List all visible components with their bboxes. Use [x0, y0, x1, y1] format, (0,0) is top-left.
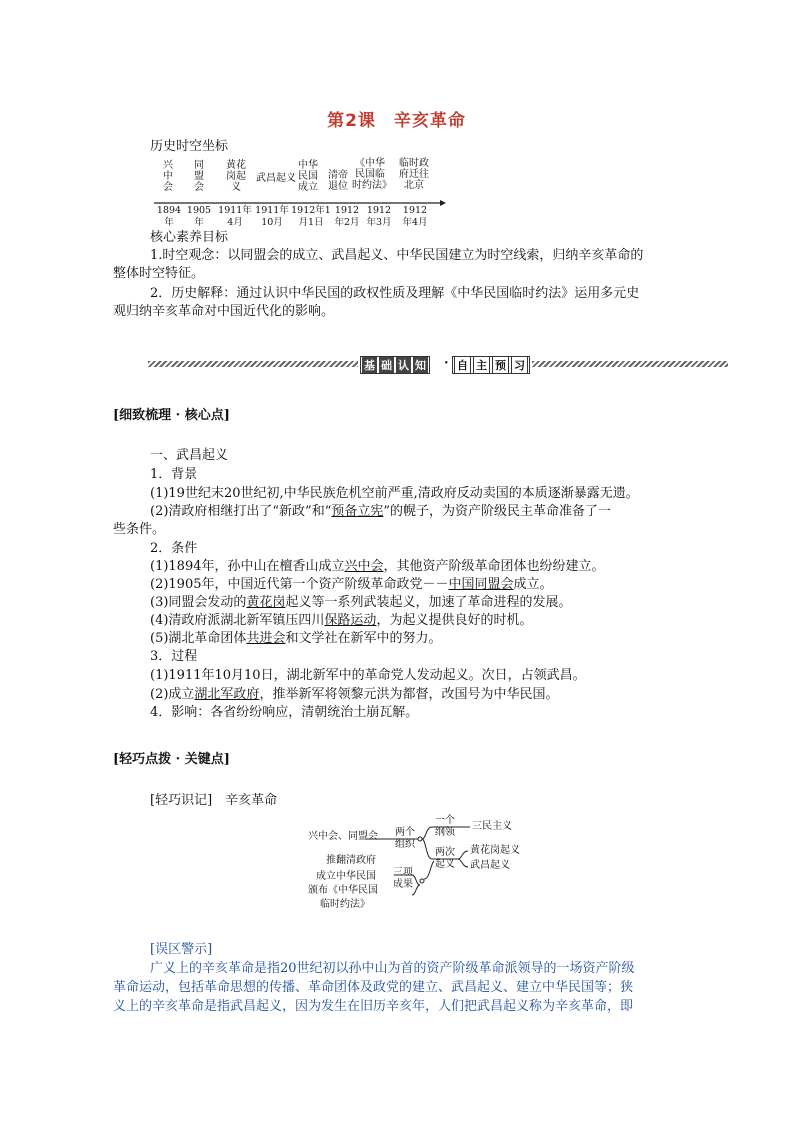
tl-year-3: 1911年10月 — [255, 205, 289, 228]
text: 成立。 — [513, 577, 553, 592]
tl-event-7: 临时政府迁往北京 — [399, 158, 429, 191]
tl-event-2: 黄花岗起义 — [226, 160, 246, 193]
tl-year-7: 1912年4月 — [402, 205, 428, 228]
text: (2)清政府相继打出了“新政”和“ — [150, 504, 332, 519]
diagram-promulgate-2: 临时约法》 — [320, 899, 370, 910]
diagram-three-results — [390, 867, 416, 891]
text: ，为起义提供良好的时机。 — [376, 613, 533, 628]
text: (1)1894年，孙中山在檀香山成立 — [150, 559, 345, 574]
text: 起义 — [435, 859, 455, 870]
text: (2)成立 — [150, 687, 195, 702]
condition-2 — [150, 576, 553, 594]
text: 一个 — [435, 815, 455, 826]
tl-year-4: 1912年1月1日 — [291, 205, 331, 228]
text: 组织 — [395, 839, 415, 850]
process-title: 3．过程 — [150, 649, 198, 664]
text: 纲领 — [435, 827, 455, 838]
core-goals-heading: 核心素养目标 — [150, 230, 229, 245]
diagram-two-orgs — [392, 827, 418, 851]
memo-label: [轻巧识记] 辛亥革命 — [150, 793, 278, 808]
banner-char: 主 — [473, 356, 490, 374]
condition-3 — [150, 594, 571, 612]
condition-1 — [150, 558, 605, 576]
core-goal-2-cont: 观归纳辛亥革命对中国近代化的影响。 — [113, 304, 335, 319]
text: (2)1905年，中国近代第一个资产阶级革命政党－－ — [150, 577, 449, 592]
tl-year-1: 1905年 — [186, 205, 212, 228]
section-heading-key: [轻巧点拨 · 关键点] — [113, 752, 230, 767]
banner-char: 认 — [398, 359, 409, 372]
memo-diagram — [308, 815, 548, 915]
page-title: 第2课 辛亥革命 — [327, 111, 466, 131]
diagram-one-program — [432, 815, 458, 839]
tl-event-6: 《中华民国临时约法》 — [352, 158, 392, 191]
text: (4)清政府派湖北新军镇压四川 — [150, 613, 325, 628]
warning-line-1: 广义上的辛亥革命是指20世纪初以孙中山为首的资产阶级革命派领导的一场资产阶级 — [150, 961, 635, 976]
diagram-sanmin: 三民主义 — [472, 821, 512, 832]
timeline — [150, 158, 450, 228]
banner-char: 预 — [492, 356, 509, 374]
tl-year-0: 1894年 — [156, 205, 182, 228]
underlined-term: 中国同盟会 — [448, 577, 514, 592]
underlined-term: 湖北军政府 — [194, 687, 260, 702]
warning-line-3: 义上的辛亥革命是指武昌起义，因为发生在旧历辛亥年，人们把武昌起义称为辛亥革命，即 — [113, 999, 634, 1014]
underlined-term: 保路运动 — [324, 613, 377, 628]
underlined-term: 兴中会 — [344, 559, 384, 574]
banner-preview — [452, 356, 530, 374]
text: ，推举新军将领黎元洪为都督，改国号为中华民国。 — [259, 687, 559, 702]
underlined-term: 黄花岗 — [246, 595, 286, 610]
diagram-left-top: 兴中会、同盟会 — [308, 831, 378, 842]
text: (3)同盟会发动的 — [150, 595, 247, 610]
text: 三项 — [393, 867, 413, 878]
warning-line-2: 革命运动，包括革命思想的传播、革命团体及政党的建立、武昌起义、建立中华民国等；狭 — [113, 980, 634, 995]
text: ，其他资产阶级革命团体也纷纷建立。 — [383, 559, 605, 574]
tl-year-6: 1912年3月 — [366, 205, 392, 228]
warning-label: [误区警示] — [150, 942, 213, 957]
text: (5)湖北革命团体 — [150, 631, 247, 646]
banner-char: 础 — [381, 359, 392, 372]
tl-event-0: 兴中会 — [163, 160, 173, 193]
text: 两次 — [435, 847, 455, 858]
tl-event-1: 同盟会 — [194, 160, 204, 193]
section-heading-core: [细致梳理 · 核心点] — [113, 408, 230, 423]
tl-year-5: 1912年2月 — [334, 205, 360, 228]
text: 起义等一系列武装起义，加速了革命进程的发展。 — [285, 595, 572, 610]
diagram-found-roc: 成立中华民国 — [316, 871, 376, 882]
conditions-title: 2．条件 — [150, 541, 198, 556]
tl-event-5: 清帝退位 — [328, 170, 348, 192]
part-title: 一、武昌起义 — [150, 448, 229, 463]
process-1: (1)1911年10月10日，湖北新军中的革命党人发动起义。次日，占领武昌。 — [150, 668, 586, 683]
condition-5 — [150, 630, 441, 648]
diagram-promulgate: 颁布《中华民国 — [308, 885, 378, 896]
tl-event-4: 中华民国成立 — [298, 160, 318, 193]
background-2 — [150, 503, 611, 521]
text: 和文学社在新军中的努力。 — [285, 631, 442, 646]
impact: 4．影响：各省纷纷响应，清朝统治土崩瓦解。 — [150, 705, 419, 720]
background-2-cont: 些条件。 — [113, 522, 166, 537]
text: 成果 — [393, 879, 413, 890]
core-goal-1-cont: 整体时空特征。 — [113, 266, 205, 281]
tl-year-2: 1911年4月 — [218, 205, 252, 228]
banner-rule-right — [532, 361, 728, 367]
text: 两个 — [395, 827, 415, 838]
banner-rule-left — [148, 361, 358, 367]
banner-char: 自 — [454, 356, 471, 374]
banner-dot: · — [444, 356, 449, 371]
banner-basic — [360, 356, 430, 374]
diagram-wuchang: 武昌起义 — [470, 860, 510, 871]
condition-4 — [150, 612, 532, 630]
text: ”的幌子，为资产阶级民主革命准备了一 — [383, 504, 612, 519]
diagram-overthrow: 推翻清政府 — [326, 855, 376, 866]
diagram-huanghua: 黄花岗起义 — [470, 845, 520, 856]
process-2 — [150, 686, 558, 704]
diagram-two-uprisings — [432, 847, 458, 871]
banner-char: 习 — [511, 356, 528, 374]
core-goal-1: 1.时空观念：以同盟会的成立、武昌起义、中华民国建立为时空线索，归纳辛亥革命的 — [150, 248, 644, 263]
underlined-term: 共进会 — [246, 631, 286, 646]
banner-char: 基 — [364, 359, 375, 372]
background-1: (1)19世纪末20世纪初,中华民族危机空前严重,清政府反动卖国的本质逐渐暴露无遗。 — [150, 486, 639, 501]
banner-char: 知 — [415, 359, 426, 372]
timeline-heading: 历史时空坐标 — [150, 139, 229, 154]
background-title: 1．背景 — [150, 467, 198, 482]
tl-event-3: 武昌起义 — [256, 173, 296, 184]
core-goal-2: 2．历史解释：通过认识中华民国的政权性质及理解《中华民国临时约法》运用多元史 — [150, 286, 640, 301]
underlined-term: 预备立宪 — [331, 504, 384, 519]
